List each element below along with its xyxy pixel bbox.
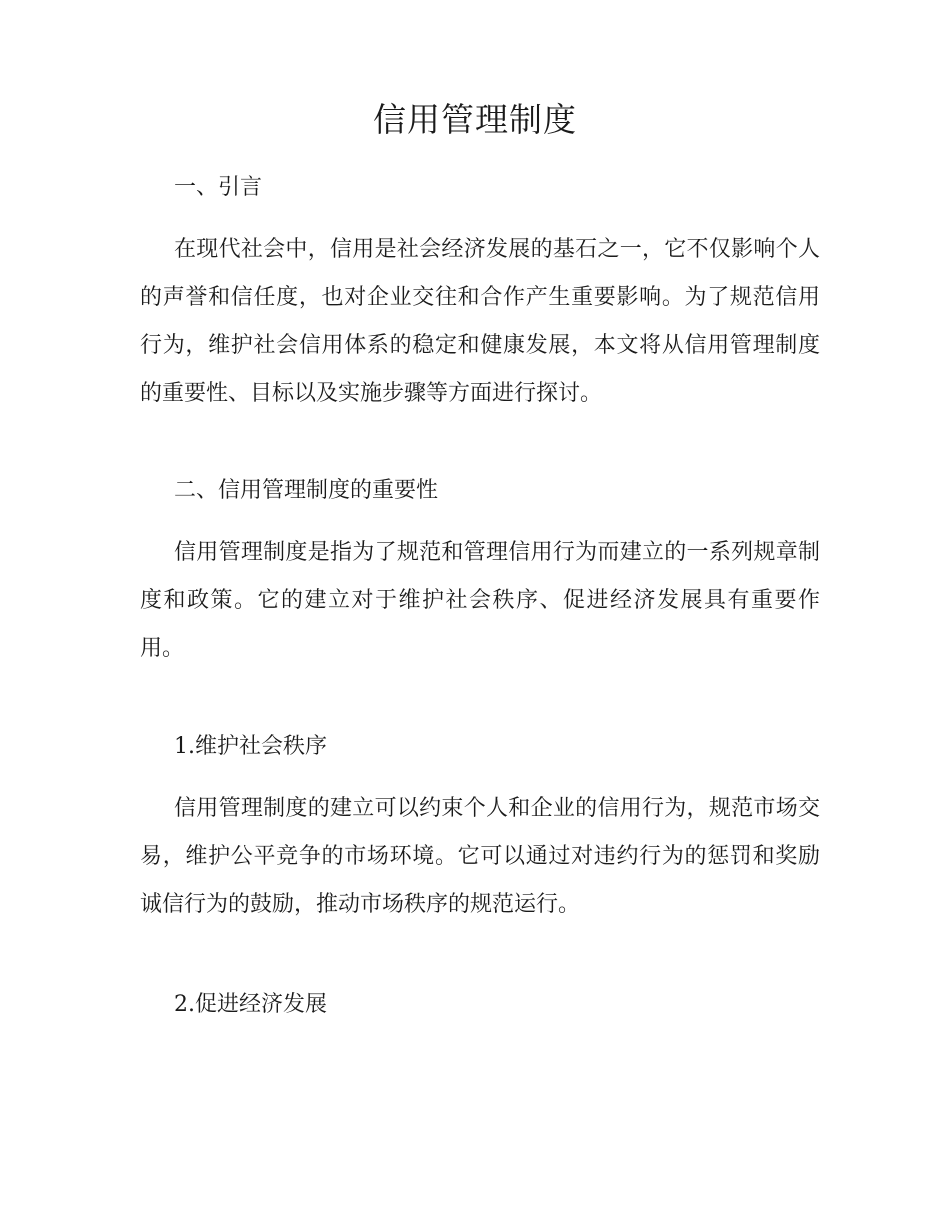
section-heading-economic-development: 2.促进经济发展	[174, 992, 327, 1017]
section-paragraph-importance: 信用管理制度是指为了规范和管理信用行为而建立的一系列规章制度和政策。它的建立对于维护社会秩序、促进经济发展具有重要作用。	[140, 540, 820, 661]
document-title: 信用管理制度	[373, 100, 577, 139]
section-heading-introduction: 一、引言	[174, 175, 263, 200]
section-heading-importance: 二、信用管理制度的重要性	[174, 478, 439, 503]
section-paragraph-social-order: 信用管理制度的建立可以约束个人和企业的信用行为，规范市场交易，维护公平竞争的市场环境。它可以通过对违约行为的惩罚和奖励诚信行为的鼓励，推动市场秩序的规范运行。	[140, 796, 820, 917]
section-paragraph-introduction: 在现代社会中，信用是社会经济发展的基石之一，它不仅影响个人的声誉和信任度，也对企业交往和合作产生重要影响。为了规范信用行为，维护社会信用体系的稳定和健康发展，本文将从信用管理制度的重要性、目标以及实施步骤等方面进行探讨。	[140, 237, 820, 406]
section-heading-social-order: 1.维护社会秩序	[174, 734, 327, 759]
